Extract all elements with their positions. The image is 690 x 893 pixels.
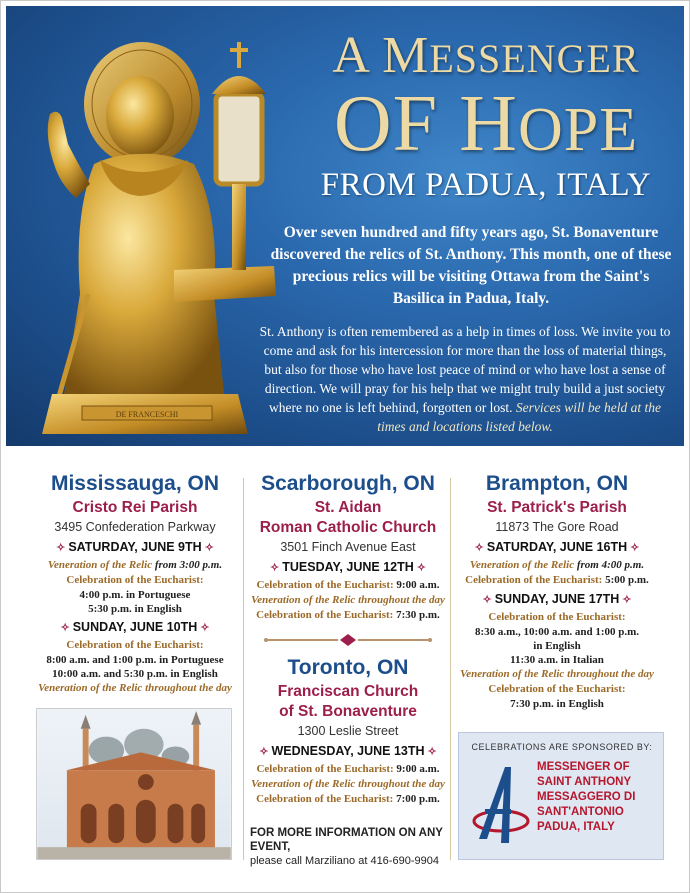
brampton-celebration-3-line: 7:30 p.m. in English xyxy=(510,698,604,710)
brampton-ven-1-time: from 4:00 p.m. xyxy=(576,559,645,571)
brampton-date-1-text: SATURDAY, JUNE 16TH xyxy=(486,540,628,554)
basilica-photo xyxy=(36,708,232,860)
mississauga-date-1 xyxy=(30,538,240,558)
sponsor-names xyxy=(537,761,661,836)
diamond-icon: ✧ xyxy=(200,622,210,634)
title-line-2-cap: OF H xyxy=(333,80,518,168)
mississauga-celebration-2-line-1: 8:00 a.m. and 1:00 p.m. in Portuguese xyxy=(46,654,224,666)
scarborough-date xyxy=(246,558,450,578)
hero-banner xyxy=(6,6,684,446)
diamond-icon: ✧ xyxy=(416,562,426,574)
mississauga-address: 3495 Confederation Parkway xyxy=(54,520,216,534)
brampton-celebration-3-label: Celebration of the Eucharist: xyxy=(488,683,626,695)
diamond-icon: ✧ xyxy=(270,562,280,574)
diamond-icon: ✧ xyxy=(60,622,70,634)
mississauga-ven-1-label: Veneration of the Relic xyxy=(47,559,153,571)
title-line-1-cap: A M xyxy=(332,27,430,84)
sponsor-name-1-line-2: SAINT ANTHONY xyxy=(537,776,632,788)
title-line-1 xyxy=(306,28,666,87)
more-info-block xyxy=(250,826,450,869)
sponsor-name-2-line-1: MESSAGGERO DI xyxy=(537,791,636,803)
toronto-veneration: Veneration of the Relic throughout the day xyxy=(251,778,445,790)
diamond-icon: ✧ xyxy=(622,594,632,606)
brampton-date-2-text: SUNDAY, JUNE 17TH xyxy=(494,592,620,606)
sponsor-heading: CELEBRATIONS ARE SPONSORED BY: xyxy=(471,742,653,752)
mississauga-veneration-2: Veneration of the Relic throughout the day xyxy=(38,682,232,694)
mississauga-city: Mississauga, ON xyxy=(50,472,220,495)
scarborough-parish-line-1: St. Aidan xyxy=(314,499,382,516)
mississauga-celebration-1-line-2: 5:30 p.m. in English xyxy=(88,603,182,615)
toronto-celebration-1-label: Celebration of the Eucharist: xyxy=(256,763,394,775)
toronto-celebration-2-time: 7:00 p.m. xyxy=(396,793,440,805)
scarborough-city: Scarborough, ON xyxy=(261,472,435,495)
toronto-date-text: WEDNESDAY, JUNE 13TH xyxy=(271,744,425,758)
mississauga-date-2-text: SUNDAY, JUNE 10TH xyxy=(72,620,198,634)
brampton-column xyxy=(452,470,662,711)
toronto-celebration-1 xyxy=(246,762,450,777)
title-line-1-rest: ESSENGER xyxy=(429,36,640,81)
mississauga-celebration-1-label: Celebration of the Eucharist: xyxy=(66,574,204,586)
column-divider-left xyxy=(243,478,244,860)
brampton-celebration-1 xyxy=(452,573,662,588)
title-line-2 xyxy=(306,82,666,172)
brampton-ven-1-label: Veneration of the Relic xyxy=(469,559,575,571)
mississauga-celebration-2-label: Celebration of the Eucharist: xyxy=(66,639,204,651)
diamond-icon: ✧ xyxy=(482,594,492,606)
brampton-date-2 xyxy=(452,590,662,610)
scarborough-column xyxy=(246,470,450,623)
brampton-veneration-1 xyxy=(452,558,662,573)
brampton-veneration-2: Veneration of the Relic throughout the day xyxy=(460,668,654,680)
more-info-heading: FOR MORE INFORMATION ON ANY EVENT, xyxy=(250,827,443,853)
sponsor-name-2-line-2: SANT'ANTONIO xyxy=(537,806,624,818)
toronto-celebration-1-time: 9:00 a.m. xyxy=(396,763,440,775)
toronto-city: Toronto, ON xyxy=(287,656,409,679)
mississauga-celebration-1-line-1: 4:00 p.m. in Portuguese xyxy=(79,589,191,601)
intro-body-paragraph xyxy=(254,322,676,436)
sponsor-place: PADUA, ITALY xyxy=(537,821,615,833)
brampton-celebration-2-line-1: 8:30 a.m., 10:00 a.m. and 1:00 p.m. xyxy=(474,626,640,638)
diamond-icon: ✧ xyxy=(474,542,484,554)
mississauga-veneration-1 xyxy=(30,558,240,573)
brampton-celebration-1-label: Celebration of the Eucharist: xyxy=(465,574,603,586)
toronto-address: 1300 Leslie Street xyxy=(297,724,399,738)
mississauga-celebration-2-line-2: 10:00 a.m. and 5:30 p.m. in English xyxy=(52,668,218,680)
mississauga-date-1-text: SATURDAY, JUNE 9TH xyxy=(68,540,202,554)
scarborough-address: 3501 Finch Avenue East xyxy=(280,540,416,554)
scarborough-celebration-2 xyxy=(246,608,450,623)
basilica-illustration xyxy=(37,709,231,859)
brampton-address: 11873 The Gore Road xyxy=(495,520,619,534)
diamond-icon: ✧ xyxy=(630,542,640,554)
diamond-icon: ✧ xyxy=(56,542,66,554)
mississauga-ven-1-time: from 3:00 p.m. xyxy=(154,559,223,571)
scarborough-veneration: Veneration of the Relic throughout the day xyxy=(251,594,445,606)
brampton-city: Brampton, ON xyxy=(485,472,629,495)
toronto-parish-line-1: Franciscan Church xyxy=(277,683,419,700)
statue-base-label: DE FRANCESCHI xyxy=(115,410,179,419)
messenger-logo-icon xyxy=(471,763,531,847)
toronto-celebration-2 xyxy=(246,792,450,807)
toronto-celebration-2-label: Celebration of the Eucharist: xyxy=(256,793,394,805)
sponsor-name-1-line-1: MESSENGER OF xyxy=(537,761,630,773)
title-line-2-rest: OPE xyxy=(517,96,639,164)
brampton-celebration-2-label: Celebration of the Eucharist: xyxy=(488,611,626,623)
scarborough-celebration-1-label: Celebration of the Eucharist: xyxy=(256,579,394,591)
scarborough-celebration-1 xyxy=(246,578,450,593)
intro-body-italic: Services will be held at the times and locations listed below. xyxy=(377,400,661,434)
scarborough-date-text: TUESDAY, JUNE 12TH xyxy=(282,560,414,574)
brampton-parish: St. Patrick's Parish xyxy=(487,499,627,516)
toronto-date xyxy=(246,742,450,762)
mississauga-parish: Cristo Rei Parish xyxy=(72,499,198,516)
intro-bold-paragraph: Over seven hundred and fifty years ago, St. Bonaventure discovered the relics of St. Anthony. This month, one of these precious relics will be visiting Ottawa from the Saint's Basilica in Padua, Italy. xyxy=(270,224,672,307)
scarborough-parish-line-2: Roman Catholic Church xyxy=(259,519,437,536)
scarborough-celebration-2-label: Celebration of the Eucharist: xyxy=(256,609,394,621)
ornament-divider xyxy=(262,634,434,646)
diamond-icon: ✧ xyxy=(427,746,437,758)
more-info-text: please call Marziliano at 416-690-9904 xyxy=(250,855,439,867)
intro-body-text: St. Anthony is often remembered as a help in times of loss. We invite you to come and ask for his intercession for more than the loss of material things, but also for those who have lost peace of mind or who have lost a sense of direction. We will pray for his help that we might truly build a just society where no one is left behind, forgotten or lost. xyxy=(259,324,671,415)
title-line-3: FROM PADUA, ITALY xyxy=(320,167,652,203)
sponsor-box xyxy=(458,732,664,860)
toronto-column xyxy=(246,654,450,807)
toronto-parish-line-2: of St. Bonaventure xyxy=(279,703,417,720)
brampton-celebration-2-line-3: 11:30 a.m. in Italian xyxy=(510,654,604,666)
scarborough-celebration-1-time: 9:00 a.m. xyxy=(396,579,440,591)
diamond-icon: ✧ xyxy=(259,746,269,758)
brampton-celebration-2-line-2: in English xyxy=(533,640,581,652)
diamond-icon: ✧ xyxy=(204,542,214,554)
mississauga-column xyxy=(30,470,240,696)
scarborough-celebration-2-time: 7:30 p.m. xyxy=(396,609,440,621)
brampton-date-1 xyxy=(452,538,662,558)
mississauga-date-2 xyxy=(30,618,240,638)
column-divider-right xyxy=(450,478,451,860)
brampton-celebration-1-time: 5:00 p.m. xyxy=(605,574,649,586)
